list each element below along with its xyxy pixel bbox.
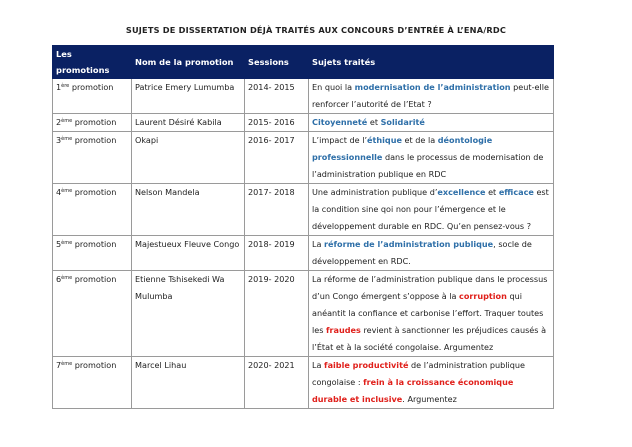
subject-text: et — [485, 187, 499, 197]
promotion-name-cell: Etienne Tshisekedi Wa Mulumba — [132, 271, 245, 357]
subject-highlight: déontologie professionnelle — [312, 135, 493, 162]
subject-highlight: excellence — [437, 187, 486, 197]
subject-text: , socle de développement en RDC. — [312, 239, 532, 266]
session-cell: 2016- 2017 — [245, 132, 309, 184]
subject-text: qui anéantit la confiance et carbonise l’effort. Traquer toutes les — [312, 291, 544, 335]
table-row — [53, 184, 554, 236]
promotion-name-cell: Patrice Emery Lumumba — [132, 79, 245, 114]
table-row — [53, 357, 554, 409]
promotion-cell — [53, 271, 132, 357]
subject-highlight: réforme de l’administration publique — [324, 239, 494, 249]
promotion-suffix: promotion — [72, 187, 117, 197]
promotion-number: 7 — [56, 360, 62, 370]
subject-text: La réforme de l’administration publique dans le processus d’un Congo émergent s’oppose à la — [312, 274, 548, 301]
subject-cell — [309, 132, 554, 184]
promotion-ordinal: ème — [61, 118, 73, 124]
promotion-suffix: promotion — [69, 82, 114, 92]
table-header-row — [53, 46, 554, 79]
table-row — [53, 114, 554, 132]
promotion-suffix: promotion — [72, 239, 117, 249]
header-sessions: Sessions — [245, 46, 309, 79]
subject-cell — [309, 79, 554, 114]
session-cell: 2017- 2018 — [245, 184, 309, 236]
subject-highlight: efficace — [498, 187, 534, 197]
promotion-number: 4 — [56, 187, 62, 197]
table-row — [53, 236, 554, 271]
subject-cell — [309, 236, 554, 271]
subject-highlight: fraudes — [326, 325, 361, 335]
promotion-number: 5 — [56, 239, 62, 249]
session-cell: 2014- 2015 — [245, 79, 309, 114]
promotion-name-cell: Okapi — [132, 132, 245, 184]
subject-text: . Argumentez — [402, 394, 457, 404]
subject-highlight: Citoyenneté — [312, 117, 368, 127]
subject-highlight: frein à la croissance économique durable et inclusive — [312, 377, 514, 404]
header-promotions: Les promotions — [53, 46, 132, 79]
subject-text: est la condition sine qoi non pour l’émergence et le développement durable en RDC. Qu’en pensez-vous ? — [312, 187, 549, 231]
subject-cell — [309, 271, 554, 357]
subject-text: L’impact de l’ — [312, 135, 368, 145]
promotion-number: 1 — [56, 82, 62, 92]
table-row — [53, 132, 554, 184]
subject-text: dans le processus de modernisation de l’administration publique en RDC — [312, 152, 544, 179]
promotion-suffix: promotion — [72, 360, 117, 370]
subject-cell — [309, 184, 554, 236]
promotion-ordinal: ème — [61, 136, 73, 142]
promotion-name-cell: Marcel Lihau — [132, 357, 245, 409]
subject-text: La — [312, 360, 325, 370]
promotion-cell — [53, 236, 132, 271]
subject-text: En quoi la — [312, 82, 355, 92]
promotion-suffix: promotion — [72, 274, 117, 284]
subject-text: La — [312, 239, 325, 249]
subject-highlight: modernisation de l’administration — [354, 82, 511, 92]
promotion-name-cell: Laurent Désiré Kabila — [132, 114, 245, 132]
session-cell: 2019- 2020 — [245, 271, 309, 357]
promotion-ordinal: ème — [61, 361, 73, 367]
promotion-suffix: promotion — [72, 117, 117, 127]
header-promotion-name: Nom de la promotion — [132, 46, 245, 79]
promotion-cell — [53, 114, 132, 132]
promotion-cell — [53, 357, 132, 409]
subject-text: revient à sanctionner les préjudices causés à l’État et à la société congolaise. Argumentez — [312, 325, 547, 352]
promotion-ordinal: ème — [61, 240, 73, 246]
promotion-number: 2 — [56, 117, 62, 127]
session-cell: 2020- 2021 — [245, 357, 309, 409]
subject-highlight: corruption — [459, 291, 507, 301]
promotion-ordinal: ème — [61, 188, 73, 194]
table-body — [53, 79, 554, 409]
session-cell: 2015- 2016 — [245, 114, 309, 132]
promotion-suffix: promotion — [72, 135, 117, 145]
header-subjects: Sujets traités — [309, 46, 554, 79]
subject-text: peut-elle renforcer l’autorité de l’Etat ? — [312, 82, 549, 109]
subject-highlight: éthique — [367, 135, 402, 145]
promotion-cell — [53, 132, 132, 184]
subject-text: et de la — [401, 135, 438, 145]
promotion-cell — [53, 184, 132, 236]
promotion-number: 3 — [56, 135, 62, 145]
promotion-ordinal: ère — [61, 83, 70, 89]
promotion-ordinal: ème — [61, 275, 73, 281]
table-row — [53, 79, 554, 114]
session-cell: 2018- 2019 — [245, 236, 309, 271]
promotion-cell — [53, 79, 132, 114]
subjects-table — [52, 45, 554, 409]
subject-cell — [309, 357, 554, 409]
subject-highlight: Solidarité — [380, 117, 425, 127]
document-title: SUJETS DE DISSERTATION DÉJÀ TRAITÉS AUX CONCOURS D’ENTRÉE À L’ENA/RDC — [125, 25, 507, 35]
subject-highlight: faible productivité — [324, 360, 409, 370]
subject-text: de l’administration publique congolaise : — [312, 360, 526, 387]
promotion-name-cell: Majestueux Fleuve Congo — [132, 236, 245, 271]
promotion-number: 6 — [56, 274, 62, 284]
subject-text: Une administration publique d’ — [312, 187, 438, 197]
subject-cell — [309, 114, 554, 132]
subject-text: et — [367, 117, 381, 127]
promotion-name-cell: Nelson Mandela — [132, 184, 245, 236]
table-row — [53, 271, 554, 357]
